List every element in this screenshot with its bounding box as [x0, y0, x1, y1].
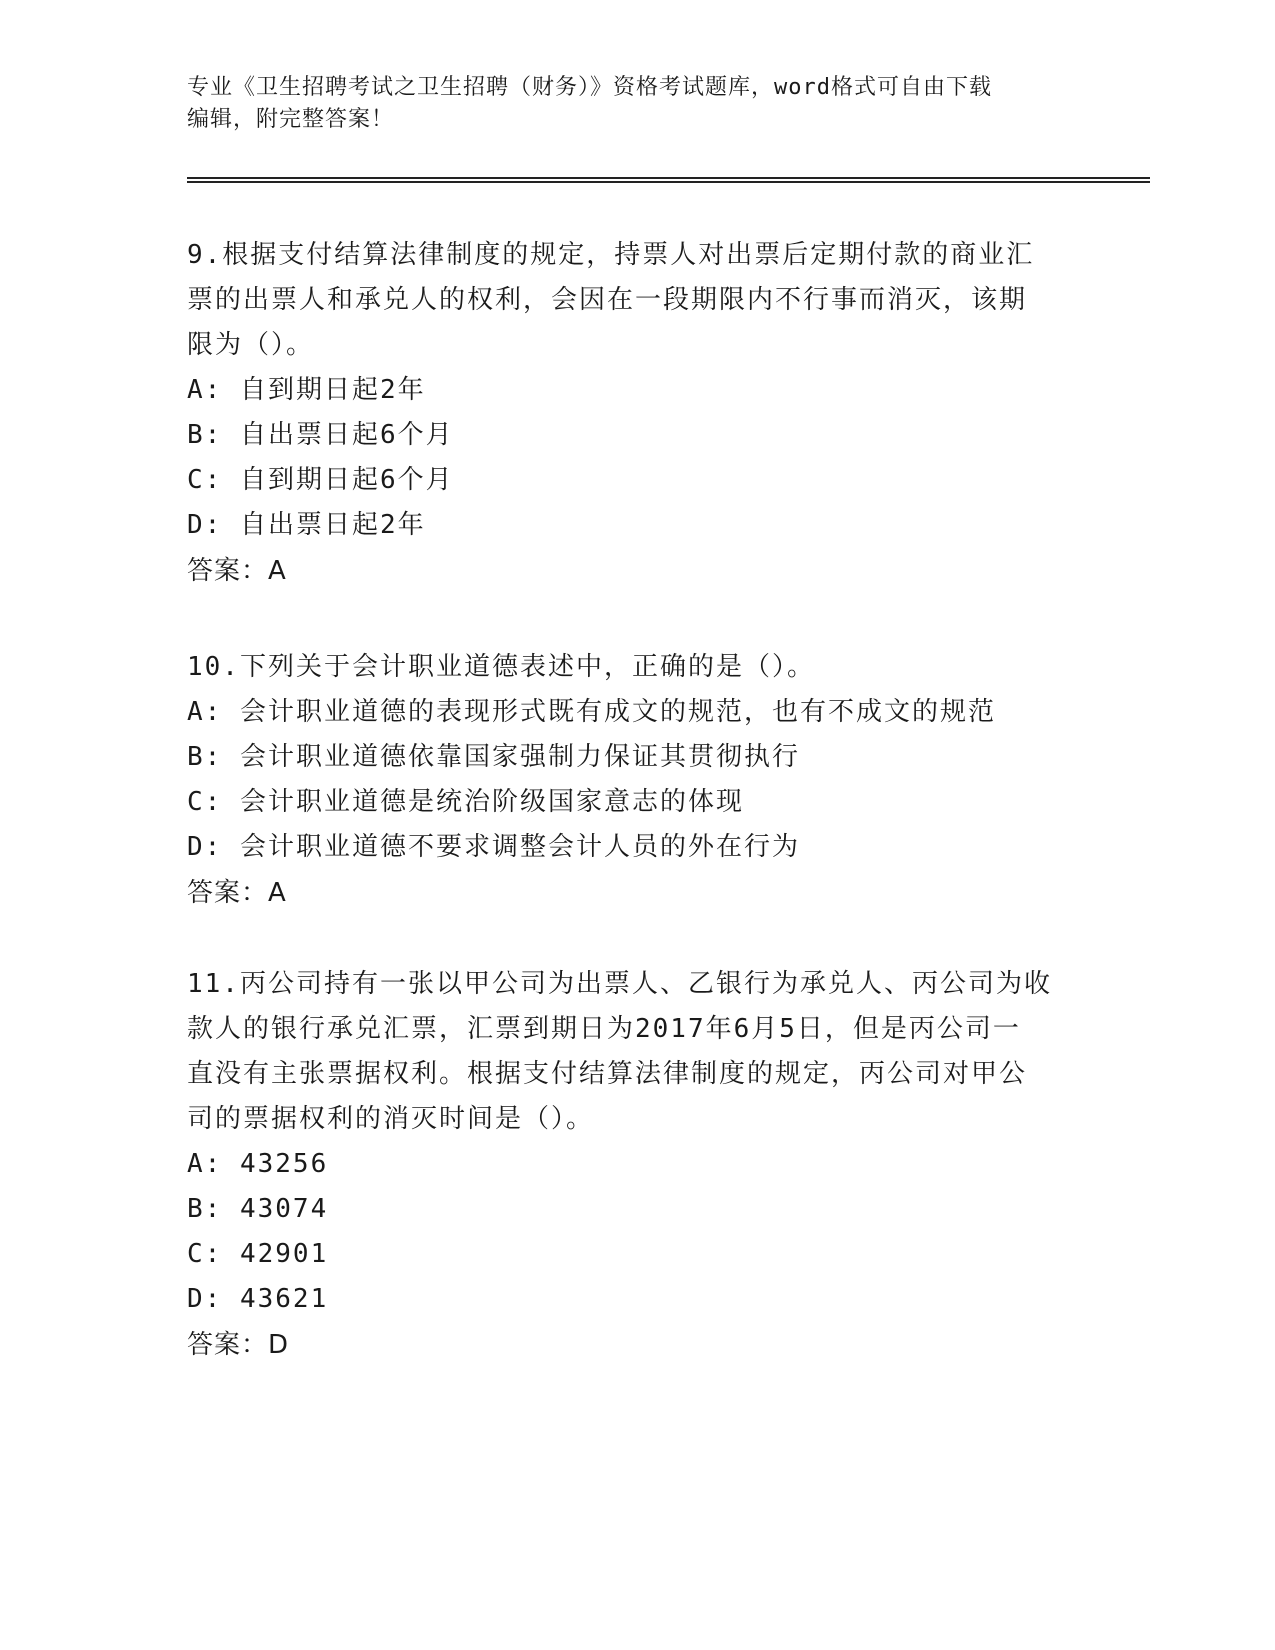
option-b — [187, 1187, 1067, 1232]
option-text: 自出票日起2年 — [239, 510, 426, 540]
header-divider-top — [187, 177, 1150, 179]
document-header — [187, 72, 1087, 136]
question-stem — [187, 962, 1067, 1142]
option-d — [187, 503, 1067, 548]
option-key: A: — [187, 1149, 223, 1179]
option-text: 42901 — [239, 1239, 329, 1269]
option-key: C: — [187, 787, 223, 817]
option-key: B: — [187, 1194, 223, 1224]
option-text: 会计职业道德依靠国家强制力保证其贯彻执行 — [239, 742, 800, 772]
option-text: 会计职业道德是统治阶级国家意志的体现 — [239, 787, 744, 817]
option-text: 43074 — [239, 1194, 329, 1224]
option-key: B: — [187, 742, 223, 772]
option-b — [187, 413, 1067, 458]
answer-line: 答案：D — [187, 1330, 290, 1360]
question-stem — [187, 233, 1067, 368]
stem-line: 款人的银行承兑汇票，汇票到期日为2017年6月5日，但是丙公司一 — [187, 1014, 1021, 1044]
option-c — [187, 1232, 1067, 1277]
header-line-2: 编辑，附完整答案！ — [187, 107, 395, 132]
option-c — [187, 780, 1067, 825]
option-text: 自到期日起6个月 — [239, 465, 454, 495]
stem-line: 9.根据支付结算法律制度的规定，持票人对出票后定期付款的商业汇 — [187, 240, 1035, 270]
option-key: A: — [187, 375, 223, 405]
option-text: 自出票日起6个月 — [239, 420, 454, 450]
option-text: 会计职业道德的表现形式既有成文的规范，也有不成文的规范 — [239, 697, 996, 727]
stem-line: 限为（）。 — [187, 330, 315, 360]
option-a — [187, 368, 1067, 413]
option-b — [187, 735, 1067, 780]
option-key: D: — [187, 510, 223, 540]
option-text: 自到期日起2年 — [239, 375, 426, 405]
option-key: D: — [187, 832, 223, 862]
option-d — [187, 825, 1067, 870]
option-key: B: — [187, 420, 223, 450]
option-text: 43256 — [239, 1149, 329, 1179]
option-d — [187, 1277, 1067, 1322]
option-key: C: — [187, 465, 223, 495]
header-divider-bottom — [187, 181, 1150, 183]
option-text: 会计职业道德不要求调整会计人员的外在行为 — [239, 832, 800, 862]
stem-line: 11.丙公司持有一张以甲公司为出票人、乙银行为承兑人、丙公司为收 — [187, 969, 1052, 999]
question-stem — [187, 645, 1067, 690]
question-9 — [187, 233, 1067, 594]
question-11 — [187, 962, 1067, 1368]
answer-line: 答案：A — [187, 878, 287, 908]
stem-line: 司的票据权利的消灭时间是（）。 — [187, 1104, 595, 1134]
stem-line: 直没有主张票据权利。根据支付结算法律制度的规定，丙公司对甲公 — [187, 1059, 1028, 1089]
answer-line: 答案：A — [187, 556, 287, 586]
option-a — [187, 1142, 1067, 1187]
option-key: C: — [187, 1239, 223, 1269]
stem-line: 票的出票人和承兑人的权利，会因在一段期限内不行事而消灭，该期 — [187, 285, 1028, 315]
option-a — [187, 690, 1067, 735]
header-line-1: 专业《卫生招聘考试之卫生招聘（财务）》资格考试题库，word格式可自由下载 — [187, 75, 992, 100]
stem-line: 10.下列关于会计职业道德表述中，正确的是（）。 — [187, 652, 815, 682]
question-10 — [187, 645, 1067, 916]
option-key: A: — [187, 697, 223, 727]
option-text: 43621 — [239, 1284, 329, 1314]
option-c — [187, 458, 1067, 503]
option-key: D: — [187, 1284, 223, 1314]
